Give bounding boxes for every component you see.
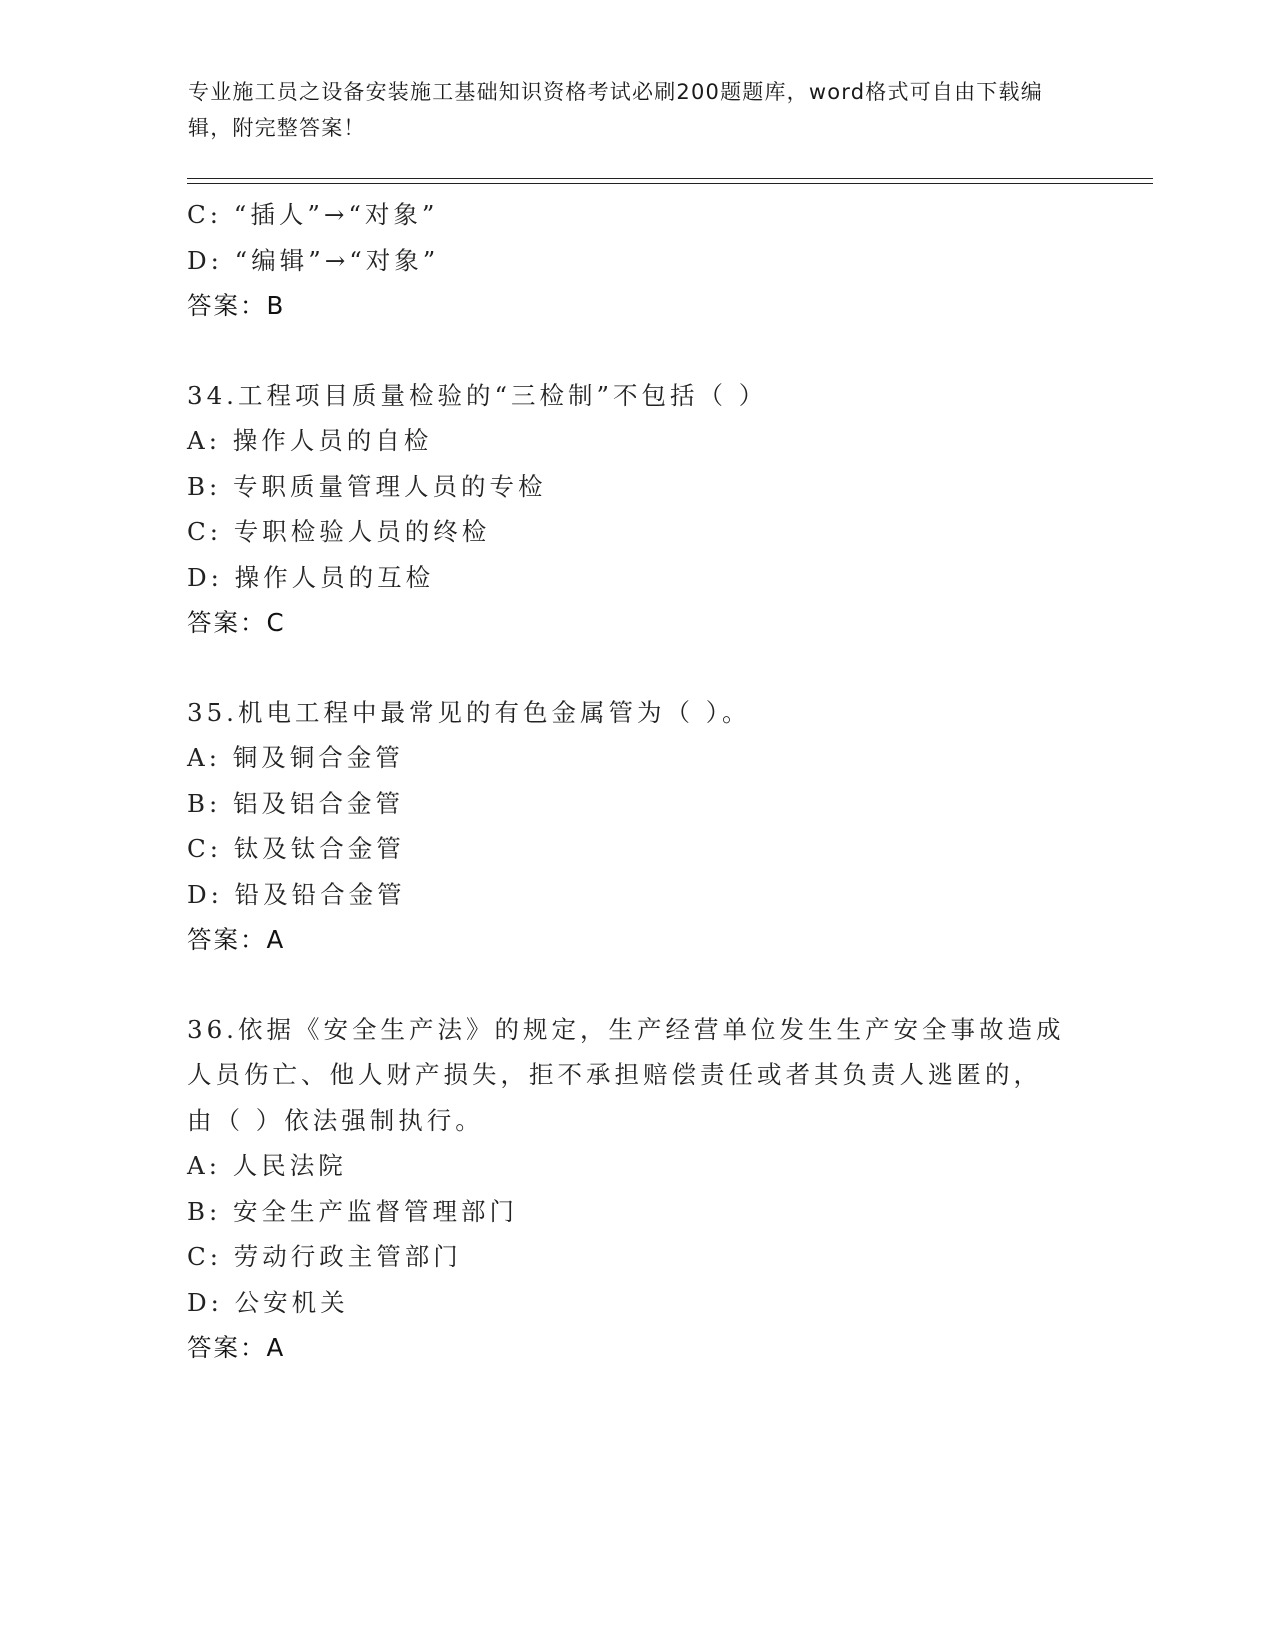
document-header: [188, 74, 1068, 146]
header-title: 专业施工员之设备安装施工基础知识资格考试必刷200题题库，word格式可自由下载编辑，附完整答案！: [188, 80, 1043, 140]
option-d: D: “编辑”→“对象”: [187, 245, 440, 275]
option-d: D: 操作人员的互检: [187, 562, 435, 592]
option-c: C: “插人”→“对象”: [187, 200, 439, 229]
question-36: [187, 1007, 1087, 1371]
question-34: [187, 373, 1087, 646]
option-b: B: 安全生产监督管理部门: [187, 1196, 519, 1226]
question-35: [187, 690, 1087, 963]
document-body: [187, 192, 1087, 1371]
option-c: C: 专职检验人员的终检: [187, 517, 491, 546]
option-a: A: 人民法院: [187, 1151, 347, 1180]
question-stem-line-2: 人员伤亡、他人财产损失，拒不承担赔偿责任或者其负责人逃匿的，: [187, 1060, 1042, 1089]
option-d: D: 铅及铅合金管: [187, 879, 406, 909]
option-a: A: 操作人员的自检: [187, 426, 433, 455]
answer: 答案：C: [187, 608, 286, 637]
question-stem: 34.工程项目质量检验的“三检制”不包括（ ）: [187, 380, 768, 410]
option-b: B: 铝及铝合金管: [187, 788, 405, 818]
question-stem: 35.机电工程中最常见的有色金属管为（ ）。: [187, 697, 751, 727]
option-d: D: 公安机关: [187, 1287, 349, 1317]
question-stem-line-1: 36.依据《安全生产法》的规定，生产经营单位发生生产安全事故造成: [187, 1014, 1065, 1044]
option-b: B: 专职质量管理人员的专检: [187, 471, 547, 501]
question-33-continuation: [187, 192, 1087, 329]
header-divider-bottom: [187, 183, 1153, 184]
answer: 答案：B: [187, 291, 286, 320]
option-c: C: 钛及钛合金管: [187, 834, 405, 863]
header-divider-top: [187, 178, 1153, 179]
answer: 答案：A: [187, 1333, 286, 1362]
option-a: A: 铜及铜合金管: [187, 743, 404, 772]
option-c: C: 劳动行政主管部门: [187, 1242, 462, 1271]
answer: 答案：A: [187, 925, 286, 954]
question-stem-line-3: 由（ ）依法强制执行。: [187, 1105, 484, 1135]
